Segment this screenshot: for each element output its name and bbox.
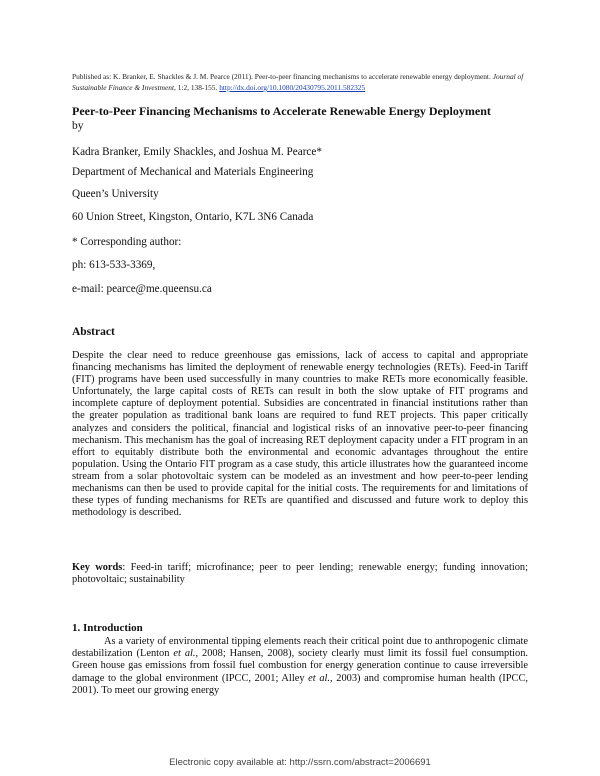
abstract-text: Despite the clear need to reduce greenhouse gas emissions, lack of access to capital and appropriate financing mechanisms has limited the deployment of renewable energy technologies (RETs). Feed-in Tariff (FIT) programs have been used successfully in many countries to make RETs more economically feasible. Unfortunately, the large capital costs of RETs can result in both the slow uptake of FIT programs and incomplete capture of deployment potential. Subsidies are concentrated in financial institutions rather than the greater population as traditional bank loans are required to fund RET projects. This paper critically analyzes and considers the political, financial and logistical risks of an innovative peer-to-peer financing mechanism. This mechanism has the goal of increasing RET deployment capacity under a FIT program in an effort to equitably distribute both the environmental and economic advantages throughout the entire population. Using the Ontario FIT program as a case study, this article illustrates how the guaranteed income stream from a solar photovoltaic system can be modeled as an investment and how peer-to-peer lending mechanisms can then be used to provide capital for the initial costs. The requirements for and limitations of these types of funding mechanisms for RETs are quantified and discussed and future work to deploy this methodology is described. [72, 350, 528, 519]
doi-link[interactable]: http://dx.doi.org/10.1080/20430795.2011.582325 [219, 83, 366, 92]
by-line: by [72, 120, 84, 132]
authors: Kadra Branker, Emily Shackles, and Joshua M. Pearce* [72, 146, 322, 158]
phone: ph: 613-533-3369, [72, 259, 156, 271]
publication-details: , 1:2, 138-155. [174, 83, 220, 92]
department: Department of Mechanical and Materials Engineering [72, 166, 314, 178]
journal-name: Journal of Sustainable Finance & Investment [72, 72, 524, 92]
paper-title [72, 104, 542, 119]
keywords-text: : Feed-in tariff; microfinance; peer to peer lending; renewable energy; funding innovation; photovoltaic; sustainability [72, 562, 528, 586]
keywords-label: Key words [72, 562, 123, 573]
intro-etal-1: et al. [173, 648, 196, 660]
introduction-heading: 1. Introduction [72, 622, 143, 634]
publication-prefix: Published as: K. Branker, E. Shackles & J. M. Pearce (2011). Peer-to-peer financing mechanisms to accelerate renewable energy deployment. [72, 72, 491, 81]
paper-title-text: Peer-to-Peer Financing Mechanisms to Accelerate Renewable Energy Deployment [72, 104, 491, 118]
abstract-heading: Abstract [72, 326, 115, 338]
publication-note [72, 71, 532, 93]
intro-part-3: , 2003) and compromise human health (IPCC, 2001). To meet our growing energy [72, 672, 528, 696]
ssrn-footer: Electronic copy available at: http://ssrn.com/abstract=2006691 [169, 757, 431, 768]
university: Queen’s University [72, 188, 159, 200]
corresponding-author-label: * Corresponding author: [72, 236, 182, 248]
intro-part-2: , 2008; Hansen, 2008), society clearly must limit its fossil fuel consumption. Green house gas emissions from fossil fuel combustion for energy generation continue to cause irreversible damage to the global environment (IPCC, 2001; Alley [72, 648, 528, 684]
intro-etal-2: et al. [308, 672, 331, 684]
address: 60 Union Street, Kingston, Ontario, K7L 3N6 Canada [72, 211, 314, 223]
email: e-mail: pearce@me.queensu.ca [72, 283, 212, 295]
intro-part-1: As a variety of environmental tipping elements reach their critical point due to anthropogenic climate destabilization (Lenton [72, 636, 528, 660]
keywords [72, 562, 528, 587]
introduction-text [72, 636, 528, 697]
